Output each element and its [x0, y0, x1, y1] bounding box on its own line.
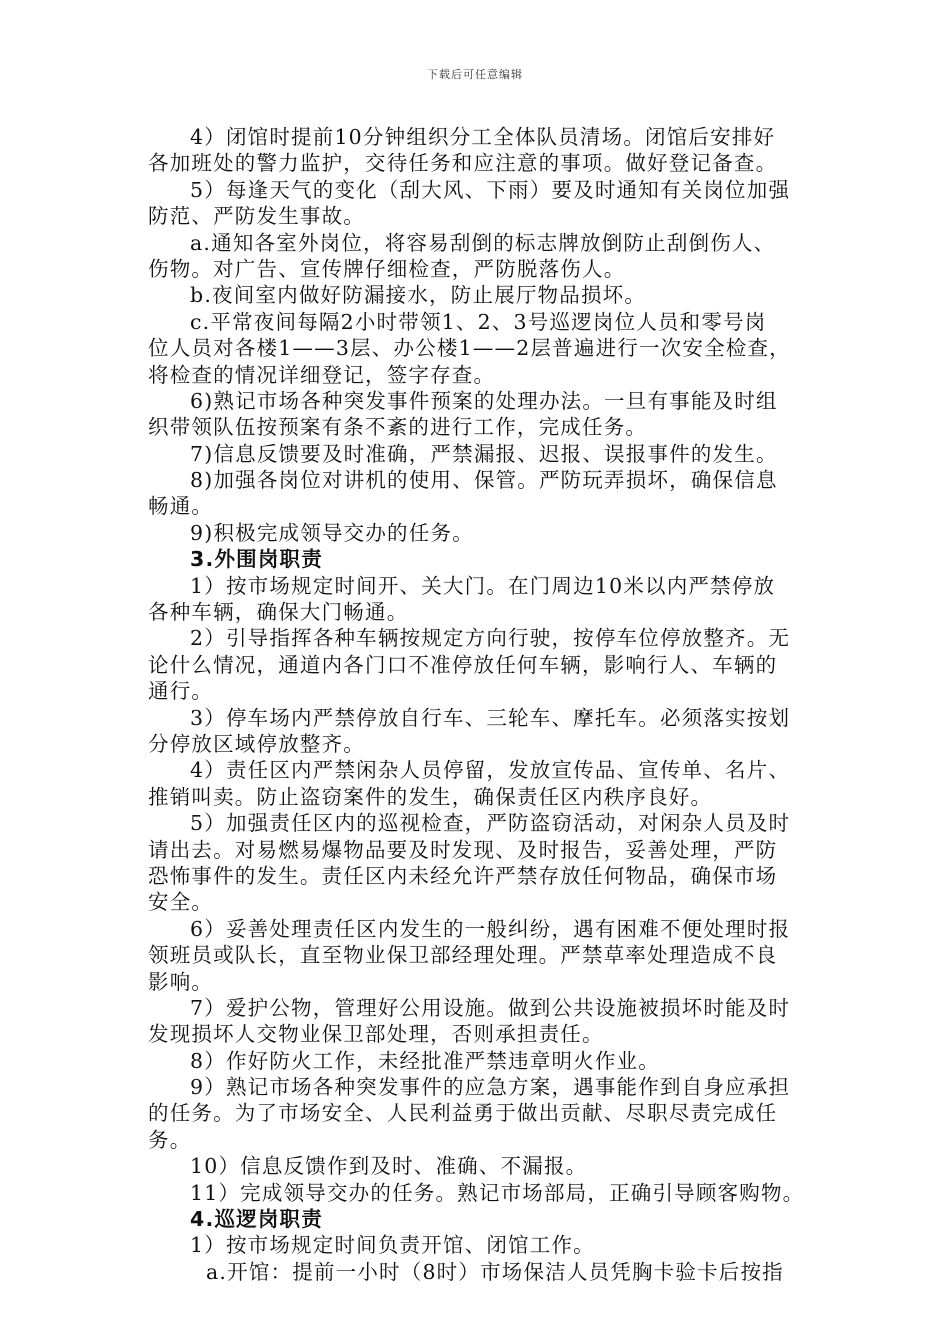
- text-line: 6)熟记市场各种突发事件预案的处理办法。一旦有事能及时组: [190, 388, 778, 413]
- text-line: 8)加强各岗位对讲机的使用、保管。严防玩弄损坏，确保信息: [190, 468, 778, 493]
- text-line: 发现损坏人交物业保卫部处理，否则承担责任。: [148, 1022, 604, 1047]
- text-line: 防范、严防发生事故。: [148, 204, 365, 229]
- text-line: 2）引导指挥各种车辆按规定方向行驶，按停车位停放整齐。无: [190, 626, 791, 651]
- text-line: 4）闭馆时提前10分钟组织分工全体队员清场。闭馆后安排好: [190, 125, 776, 149]
- text-line: 7）爱护公物，管理好公用设施。做到公共设施被损坏时能及时: [190, 995, 791, 1020]
- text-line: 1）按市场规定时间负责开馆、闭馆工作。: [190, 1233, 595, 1258]
- section-heading: 4.巡逻岗职责: [190, 1207, 323, 1232]
- text-line: 推销叫卖。防止盗窃案件的发生，确保责任区内秩序良好。: [148, 784, 713, 809]
- text-line: 4）责任区内严禁闲杂人员停留，发放宣传品、宣传单、名片、: [190, 758, 791, 783]
- text-line: 伤物。对广告、宣传牌仔细检查，严防脱落伤人。: [148, 256, 626, 281]
- section-heading: 3.外围岗职责: [190, 547, 323, 572]
- text-line: c.平常夜间每隔2小时带领1、2、3号巡逻岗位人员和零号岗: [190, 309, 767, 334]
- text-line: 3）停车场内严禁停放自行车、三轮车、摩托车。必须落实按划: [190, 705, 791, 730]
- text-line: 5）加强责任区内的巡视检查，严防盗窃活动，对闲杂人员及时: [190, 811, 791, 836]
- text-line: 的任务。为了市场安全、人民利益勇于做出贡献、尽职尽责完成任: [148, 1101, 778, 1126]
- text-line: 各种车辆，确保大门畅通。: [148, 600, 409, 625]
- text-line: 务。: [148, 1127, 192, 1152]
- text-line: 6）妥善处理责任区内发生的一般纠纷，遇有困难不便处理时报: [190, 916, 791, 941]
- text-line: b.夜间室内做好防漏接水，防止展厅物品损坏。: [190, 283, 647, 308]
- text-line: 请出去。对易燃易爆物品要及时发现、及时报告，妥善处理，严防: [148, 837, 778, 862]
- text-line: 9)积极完成领导交办的任务。: [190, 520, 474, 545]
- text-line: 各加班处的警力监护，交待任务和应注意的事项。做好登记备查。: [148, 151, 778, 176]
- text-line: 通行。: [148, 679, 214, 704]
- text-line: 8）作好防火工作，未经批准严禁违章明火作业。: [190, 1048, 660, 1073]
- text-line: 织带领队伍按预案有条不紊的进行工作，完成任务。: [148, 415, 648, 440]
- text-line: 论什么情况，通道内各门口不准停放任何车辆，影响行人、车辆的: [148, 652, 778, 677]
- header-note: 下载后可任意编辑: [427, 68, 523, 81]
- text-line: a.开馆：提前一小时（8时）市场保洁人员凭胸卡验卡后按指: [206, 1259, 784, 1284]
- text-line: 领班员或队长，直至物业保卫部经理处理。严禁草率处理造成不良: [148, 943, 778, 968]
- text-line: 将检查的情况详细登记，签字存查。: [148, 362, 496, 387]
- text-line: 7)信息反馈要及时准确，严禁漏报、迟报、误报事件的发生。: [190, 441, 778, 466]
- document-body: [148, 124, 816, 1285]
- text-line: 畅通。: [148, 494, 214, 519]
- text-line: 9）熟记市场各种突发事件的应急方案，遇事能作到自身应承担: [190, 1075, 791, 1100]
- text-line: 5）每逢天气的变化（刮大风、下雨）要及时通知有关岗位加强: [190, 177, 791, 202]
- text-line: 10）信息反馈作到及时、准确、不漏报。: [190, 1154, 588, 1179]
- text-line: a.通知各室外岗位，将容易刮倒的标志牌放倒防止刮倒伤人、: [190, 230, 776, 255]
- text-line: 恐怖事件的发生。责任区内未经允许严禁存放任何物品，确保市场: [148, 863, 778, 888]
- text-line: 分停放区域停放整齐。: [148, 731, 365, 756]
- text-line: 安全。: [148, 890, 214, 915]
- text-line: 11）完成领导交办的任务。熟记市场部局，正确引导顾客购物。: [190, 1180, 805, 1205]
- text-line: 1）按市场规定时间开、关大门。在门周边10米以内严禁停放: [190, 573, 776, 598]
- text-line: 影响。: [148, 969, 214, 994]
- text-line: 位人员对各楼1——3层、办公楼1——2层普遍进行一次安全检查，: [148, 336, 791, 361]
